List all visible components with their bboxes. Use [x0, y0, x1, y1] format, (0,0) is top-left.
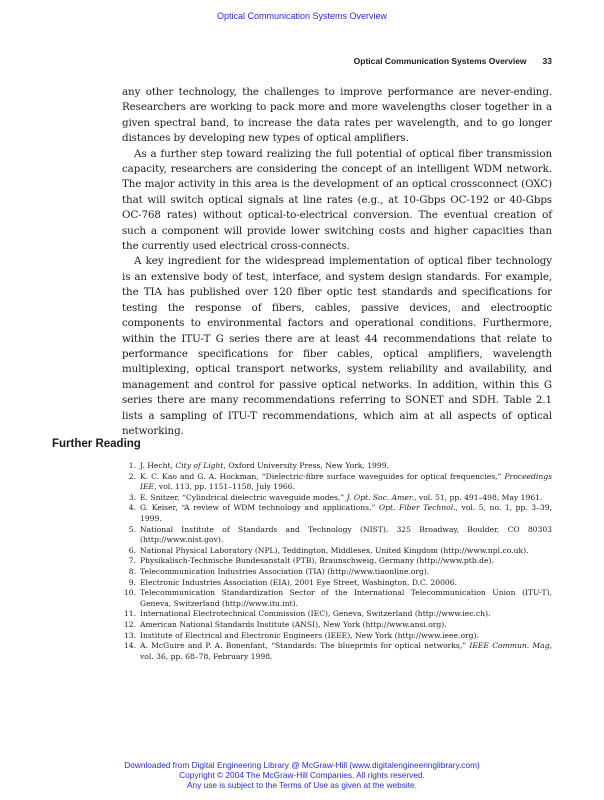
reference-details: , vol. 36, pp. 68–78, February 1998. [140, 641, 552, 661]
reference-text: National Physical Laboratory (NPL), Teddington, Middlesex, United Kingdom (http://www.npl.co.uk). [140, 545, 529, 555]
reference-source: Opt. Fiber Technol. [378, 503, 456, 513]
reference-item [122, 567, 552, 578]
reference-item [122, 525, 552, 546]
reference-text: J. Hecht, [140, 461, 176, 470]
reference-text: A. McGuire and P. A. Bonenfant, “Standards: The blueprints for optical networks,” [140, 641, 470, 651]
reference-item [122, 493, 552, 504]
reference-number: 3. [128, 492, 136, 502]
reference-number: 2. [128, 471, 136, 481]
reference-text: National Institute of Standards and Technology (NIST), 325 Broadway, Boulder, CO 80303 (http://www.nist.gov). [140, 524, 552, 545]
reference-number: 12. [123, 619, 136, 629]
reference-details: , Oxford University Press, New York, 1999. [223, 461, 389, 470]
footer-copyright[interactable]: Copyright © 2004 The McGraw-Hill Companies. All rights reserved. [179, 770, 425, 781]
reference-source: IEEE Commun. Mag [469, 641, 550, 651]
reference-text: American National Standards Institute (ANSI), New York (http://www.ansi.org). [140, 619, 447, 629]
reference-text: K. C. Kao and G. A. Hockman, “Dielectric-fibre surface waveguides for optical frequencies,” [140, 471, 505, 481]
reference-details: , vol. 113, pp. 1151–1158, July 1966. [154, 482, 295, 492]
reference-item [122, 472, 552, 493]
paragraph: A key ingredient for the widespread implementation of optical fiber technology is an extensive body of test, interface, and system design standards. For example, the TIA has published over 120 fiber optic test standards and specifications for testing the response of fibers, cables, passive devices, and electrooptic components to environmental factors and operational conditions. Furthermore, within the ITU-T G series there are at least 44 recommendations that relate to performance specifications for fiber cables, optical amplifiers, wavelength multiplexing, optical transport networks, system reliability and availability, and management and control for passive optical networks. In addition, within this G series there are many recommendations referring to SONET and SDH. Table 2.1 lists a sampling of ITU-T recommendations, which aim at all aspects of optical networking. [122, 255, 552, 437]
reference-details: , vol. 51, pp. 491–498, May 1961. [414, 492, 543, 502]
reference-number: 5. [128, 524, 136, 534]
reference-number: 8. [128, 566, 136, 576]
reference-number: 6. [128, 545, 136, 555]
running-head-title: Optical Communication Systems Overview [353, 56, 527, 66]
reference-text: G. Keiser, “A review of WDM technology and applications,” [140, 503, 379, 513]
reference-text: Telecommunication Standardization Sector of the International Telecommunication Union (ITU-T), Geneva, Switzerland (http://www.itu.int). [140, 588, 552, 608]
reference-source: City of Light [175, 461, 224, 470]
reference-text: International Electrotechnical Commission (IEC), Geneva, Switzerland (http://www.iec.ch). [140, 609, 491, 619]
paragraph: any other technology, the challenges to improve performance are never-ending. Researchers are working to pack more and more wavelengths closer together in a given spectral band, to increase the data rates per wavelength, and to go longer distances by developing new types of optical amplifiers. [122, 86, 552, 145]
reference-item [122, 620, 552, 631]
reference-item [122, 546, 552, 557]
section-heading-further-reading: Further Reading [52, 438, 141, 450]
footer-terms[interactable]: Any use is subject to the Terms of Use as given at the website. [187, 780, 417, 791]
reference-source: J. Opt. Soc. Amer. [346, 492, 415, 502]
reference-number: 1. [128, 461, 136, 470]
body-text [122, 85, 552, 439]
reference-number: 14. [123, 641, 136, 651]
reference-details: , vol. 5, no. 1, pp. 3–39, 1999. [140, 503, 552, 523]
paragraph: As a further step toward realizing the full potential of optical fiber transmission capacity, researchers are considering the concept of an intelligent WDM network. The major activity in this area is the development of an optical crossconnect (OXC) that will switch optical signals at line rates (e.g., at 10-Gbps OC-192 or 40-Gbps OC-768 rates) without optical-to-electrical conversion. The eventual creation of such a component will provide lower switching costs and higher capacities than the currently used electrical cross-connects. [122, 147, 552, 253]
footer [0, 760, 604, 791]
page-number: 33 [542, 56, 552, 66]
footer-download-link[interactable]: Downloaded from Digital Engineering Library @ McGraw-Hill (www.digitalengineeringlibrary.com) [124, 760, 480, 770]
top-title-link[interactable]: Optical Communication Systems Overview [216, 11, 388, 21]
running-head [354, 56, 552, 66]
reference-item [122, 631, 552, 642]
reference-number: 7. [128, 556, 136, 566]
reference-item [122, 578, 552, 589]
reference-text: Electronic Industries Association (EIA), 2001 Eye Street, Washington, D.C. 20006. [140, 577, 457, 587]
reference-source: Proceedings IEE [140, 471, 552, 492]
reference-item [122, 609, 552, 620]
reference-item [122, 461, 552, 472]
reference-text: Institute of Electrical and Electronic Engineers (IEEE), New York (http://www.ieee.org). [140, 630, 479, 640]
reference-text: Physikalisch-Technische Bundesanstalt (PTB), Braunschweig, Germany (http://www.ptb.de). [140, 556, 494, 566]
reference-number: 11. [123, 609, 136, 619]
reference-item [122, 588, 552, 609]
reference-item [122, 503, 552, 524]
reference-item [122, 641, 552, 662]
reference-number: 13. [123, 630, 136, 640]
reference-list [122, 461, 552, 662]
reference-number: 9. [128, 577, 136, 587]
reference-number: 4. [128, 503, 136, 513]
reference-text: E. Snitzer, “Cylindrical dielectric waveguide modes,” [140, 492, 347, 502]
reference-item [122, 556, 552, 567]
reference-text: Telecommunication Industries Association (TIA) (http://www.tiaonline.org). [140, 566, 430, 576]
reference-number: 10. [123, 588, 136, 598]
